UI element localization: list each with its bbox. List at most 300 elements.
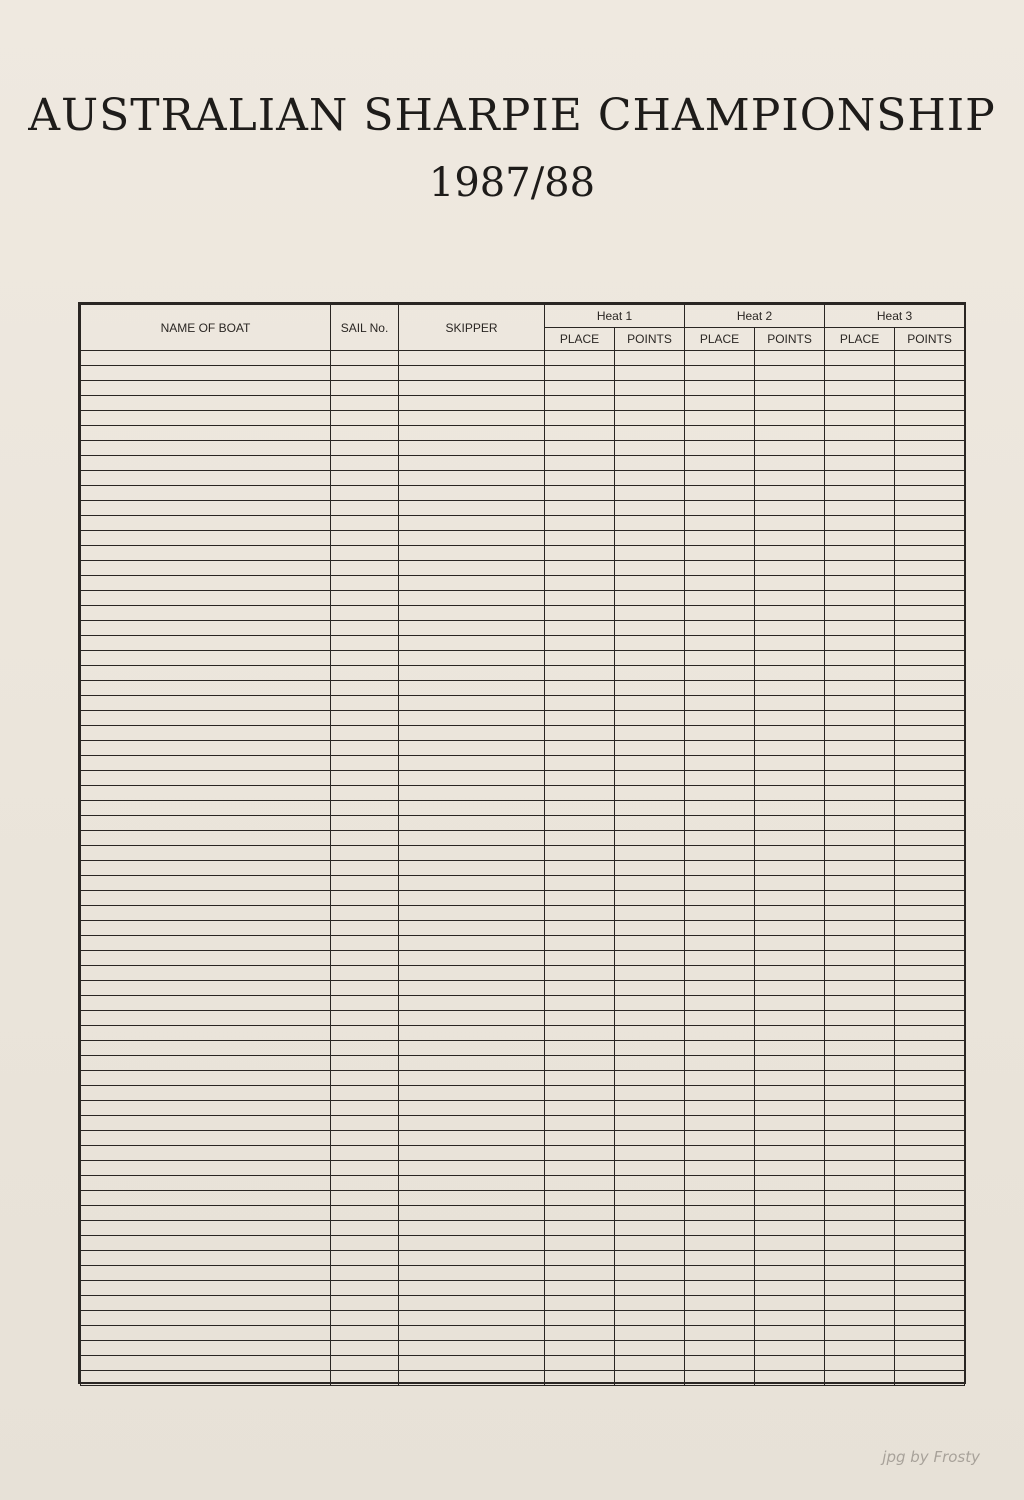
heat-3-points-cell: [895, 411, 965, 426]
skipper-cell: [399, 981, 545, 996]
heat-1-place-cell: [545, 381, 615, 396]
heat-3-place-cell: [825, 1056, 895, 1071]
heat-3-points-cell: [895, 801, 965, 816]
heat-2-place-cell: [685, 366, 755, 381]
heat-3-points-cell: [895, 1101, 965, 1116]
heat-3-place-cell: [825, 1176, 895, 1191]
heat-2-points-cell: [755, 381, 825, 396]
heat-2-place-cell: [685, 906, 755, 921]
heat-1-place-cell: [545, 1086, 615, 1101]
heat-1-points-cell: [615, 1131, 685, 1146]
skipper-cell: [399, 561, 545, 576]
heat-3-points-cell: [895, 861, 965, 876]
skipper-cell: [399, 1251, 545, 1266]
skipper-cell: [399, 1326, 545, 1341]
heat-1-points-cell: [615, 801, 685, 816]
heat-2-points-cell: [755, 1191, 825, 1206]
heat-3-place-cell: [825, 501, 895, 516]
heat-2-points-cell: [755, 681, 825, 696]
heat-3-place-cell: [825, 486, 895, 501]
heat-3-place-cell: [825, 741, 895, 756]
sail-no-cell: [331, 951, 399, 966]
heat-3-place-cell: [825, 1071, 895, 1086]
sail-no-cell: [331, 906, 399, 921]
heat-1-points-cell: [615, 561, 685, 576]
heat-2-place-cell: [685, 1011, 755, 1026]
boat-name-cell: [81, 1086, 331, 1101]
heat-3-place-cell: [825, 606, 895, 621]
column-header-heat-1: Heat 1: [545, 305, 685, 328]
heat-2-points-cell: [755, 981, 825, 996]
skipper-cell: [399, 1281, 545, 1296]
heat-1-place-cell: [545, 1221, 615, 1236]
sail-no-cell: [331, 1071, 399, 1086]
table-row: [81, 1146, 965, 1161]
heat-2-points-cell: [755, 831, 825, 846]
table-row: [81, 1251, 965, 1266]
heat-1-place-cell: [545, 816, 615, 831]
heat-1-place-cell: [545, 876, 615, 891]
heat-1-place-cell: [545, 966, 615, 981]
skipper-cell: [399, 1056, 545, 1071]
column-header-heat-2: Heat 2: [685, 305, 825, 328]
sail-no-cell: [331, 861, 399, 876]
heat-2-points-cell: [755, 591, 825, 606]
heat-1-place-cell: [545, 1266, 615, 1281]
heat-2-place-cell: [685, 771, 755, 786]
heat-3-points-cell: [895, 1146, 965, 1161]
heat-3-place-cell: [825, 921, 895, 936]
heat-3-place-cell: [825, 936, 895, 951]
heat-1-place-cell: [545, 1356, 615, 1371]
heat-3-points-cell: [895, 1371, 965, 1386]
heat-2-place-header: PLACE: [685, 328, 755, 351]
heat-2-points-cell: [755, 1326, 825, 1341]
heat-1-points-cell: [615, 981, 685, 996]
heat-3-points-cell: [895, 681, 965, 696]
sail-no-cell: [331, 771, 399, 786]
heat-2-place-cell: [685, 1191, 755, 1206]
heat-2-points-cell: [755, 471, 825, 486]
heat-3-place-cell: [825, 1086, 895, 1101]
heat-1-place-cell: [545, 366, 615, 381]
sail-no-cell: [331, 936, 399, 951]
heat-2-place-cell: [685, 936, 755, 951]
boat-name-cell: [81, 876, 331, 891]
skipper-cell: [399, 426, 545, 441]
heat-3-points-cell: [895, 576, 965, 591]
sail-no-cell: [331, 831, 399, 846]
heat-3-points-cell: [895, 486, 965, 501]
heat-2-points-header: POINTS: [755, 328, 825, 351]
column-header-heat-3: Heat 3: [825, 305, 965, 328]
heat-3-points-cell: [895, 1326, 965, 1341]
heat-2-place-cell: [685, 576, 755, 591]
boat-name-cell: [81, 786, 331, 801]
heat-2-points-cell: [755, 1161, 825, 1176]
heat-1-points-cell: [615, 426, 685, 441]
heat-1-place-cell: [545, 486, 615, 501]
heat-1-place-cell: [545, 561, 615, 576]
heat-1-place-cell: [545, 591, 615, 606]
heat-3-points-cell: [895, 396, 965, 411]
heat-1-points-cell: [615, 786, 685, 801]
boat-name-cell: [81, 501, 331, 516]
heat-1-place-cell: [545, 1341, 615, 1356]
heat-3-place-cell: [825, 381, 895, 396]
heat-2-points-cell: [755, 1176, 825, 1191]
heat-2-points-cell: [755, 1356, 825, 1371]
boat-name-cell: [81, 906, 331, 921]
skipper-cell: [399, 501, 545, 516]
heat-3-place-cell: [825, 1191, 895, 1206]
boat-name-cell: [81, 366, 331, 381]
heat-3-place-cell: [825, 636, 895, 651]
heat-2-points-cell: [755, 666, 825, 681]
heat-3-place-cell: [825, 666, 895, 681]
heat-1-points-cell: [615, 1341, 685, 1356]
boat-name-cell: [81, 606, 331, 621]
heat-1-points-cell: [615, 921, 685, 936]
heat-1-points-cell: [615, 861, 685, 876]
heat-3-place-cell: [825, 831, 895, 846]
boat-name-cell: [81, 1026, 331, 1041]
heat-1-place-cell: [545, 621, 615, 636]
skipper-cell: [399, 966, 545, 981]
heat-1-place-cell: [545, 1026, 615, 1041]
heat-3-place-cell: [825, 651, 895, 666]
heat-1-points-header: POINTS: [615, 328, 685, 351]
heat-3-place-cell: [825, 1236, 895, 1251]
table-row: [81, 726, 965, 741]
boat-name-cell: [81, 936, 331, 951]
heat-3-place-cell: [825, 966, 895, 981]
heat-2-place-cell: [685, 996, 755, 1011]
heat-3-place-cell: [825, 1221, 895, 1236]
skipper-cell: [399, 726, 545, 741]
heat-1-points-cell: [615, 1251, 685, 1266]
boat-name-cell: [81, 921, 331, 936]
table-row: [81, 426, 965, 441]
heat-1-place-cell: [545, 636, 615, 651]
heat-3-place-cell: [825, 1161, 895, 1176]
sail-no-cell: [331, 891, 399, 906]
skipper-cell: [399, 936, 545, 951]
boat-name-cell: [81, 591, 331, 606]
table-row: [81, 876, 965, 891]
heat-2-points-cell: [755, 606, 825, 621]
sail-no-cell: [331, 696, 399, 711]
boat-name-cell: [81, 486, 331, 501]
table-row: [81, 1041, 965, 1056]
heat-3-place-cell: [825, 1311, 895, 1326]
boat-name-cell: [81, 846, 331, 861]
boat-name-cell: [81, 1161, 331, 1176]
heat-1-points-cell: [615, 621, 685, 636]
heat-3-points-cell: [895, 531, 965, 546]
table-row: [81, 906, 965, 921]
heat-2-points-cell: [755, 906, 825, 921]
table-row: [81, 711, 965, 726]
heat-1-place-cell: [545, 501, 615, 516]
heat-1-place-cell: [545, 741, 615, 756]
sail-no-cell: [331, 546, 399, 561]
skipper-cell: [399, 411, 545, 426]
heat-3-points-cell: [895, 471, 965, 486]
sail-no-cell: [331, 636, 399, 651]
boat-name-cell: [81, 471, 331, 486]
heat-2-points-cell: [755, 366, 825, 381]
table-row: [81, 891, 965, 906]
sail-no-cell: [331, 876, 399, 891]
table-row: [81, 1341, 965, 1356]
sail-no-cell: [331, 1356, 399, 1371]
table-row: [81, 666, 965, 681]
sail-no-cell: [331, 501, 399, 516]
heat-3-points-cell: [895, 1191, 965, 1206]
heat-1-place-cell: [545, 1101, 615, 1116]
skipper-cell: [399, 1206, 545, 1221]
boat-name-cell: [81, 996, 331, 1011]
heat-2-place-cell: [685, 411, 755, 426]
heat-2-place-cell: [685, 501, 755, 516]
table-row: [81, 366, 965, 381]
table-row: [81, 546, 965, 561]
table-row: [81, 1176, 965, 1191]
heat-3-place-cell: [825, 1326, 895, 1341]
table-row: [81, 966, 965, 981]
heat-1-points-cell: [615, 1296, 685, 1311]
table-row: [81, 921, 965, 936]
skipper-cell: [399, 456, 545, 471]
heat-1-points-cell: [615, 696, 685, 711]
heat-1-place-cell: [545, 1161, 615, 1176]
heat-3-place-cell: [825, 1266, 895, 1281]
heat-3-place-cell: [825, 996, 895, 1011]
heat-2-points-cell: [755, 396, 825, 411]
table-row: [81, 591, 965, 606]
heat-2-points-cell: [755, 636, 825, 651]
boat-name-cell: [81, 981, 331, 996]
boat-name-cell: [81, 411, 331, 426]
boat-name-cell: [81, 1266, 331, 1281]
heat-2-place-cell: [685, 1086, 755, 1101]
heat-3-place-cell: [825, 561, 895, 576]
sail-no-cell: [331, 1056, 399, 1071]
skipper-cell: [399, 1356, 545, 1371]
boat-name-cell: [81, 681, 331, 696]
heat-2-points-cell: [755, 1131, 825, 1146]
sail-no-cell: [331, 441, 399, 456]
heat-3-place-cell: [825, 426, 895, 441]
heat-2-place-cell: [685, 396, 755, 411]
heat-2-points-cell: [755, 1371, 825, 1386]
table-row: [81, 861, 965, 876]
heat-2-points-cell: [755, 486, 825, 501]
table-row: [81, 651, 965, 666]
heat-2-points-cell: [755, 1341, 825, 1356]
heat-1-place-cell: [545, 471, 615, 486]
sail-no-cell: [331, 606, 399, 621]
skipper-cell: [399, 861, 545, 876]
heat-3-place-cell: [825, 1026, 895, 1041]
heat-3-points-cell: [895, 426, 965, 441]
sail-no-cell: [331, 981, 399, 996]
heat-1-points-cell: [615, 1101, 685, 1116]
sail-no-cell: [331, 591, 399, 606]
heat-1-points-cell: [615, 576, 685, 591]
heat-3-place-cell: [825, 1131, 895, 1146]
table-row: [81, 1131, 965, 1146]
heat-2-points-cell: [755, 756, 825, 771]
heat-2-place-cell: [685, 621, 755, 636]
heat-3-points-cell: [895, 1236, 965, 1251]
table-row: [81, 456, 965, 471]
heat-3-place-cell: [825, 681, 895, 696]
heat-1-points-cell: [615, 591, 685, 606]
heat-1-points-cell: [615, 1161, 685, 1176]
heat-1-points-cell: [615, 756, 685, 771]
heat-2-points-cell: [755, 741, 825, 756]
heat-2-place-cell: [685, 1311, 755, 1326]
heat-2-points-cell: [755, 1041, 825, 1056]
results-table: [80, 304, 965, 1386]
heat-3-points-cell: [895, 951, 965, 966]
heat-3-points-cell: [895, 1266, 965, 1281]
heat-1-points-cell: [615, 1056, 685, 1071]
heat-2-points-cell: [755, 621, 825, 636]
heat-1-place-cell: [545, 951, 615, 966]
sail-no-cell: [331, 381, 399, 396]
heat-2-place-cell: [685, 921, 755, 936]
boat-name-cell: [81, 1251, 331, 1266]
heat-2-points-cell: [755, 501, 825, 516]
heat-3-place-cell: [825, 1041, 895, 1056]
boat-name-cell: [81, 1191, 331, 1206]
table-row: [81, 816, 965, 831]
heat-1-points-cell: [615, 831, 685, 846]
heat-2-points-cell: [755, 456, 825, 471]
boat-name-cell: [81, 1206, 331, 1221]
skipper-cell: [399, 636, 545, 651]
heat-3-points-cell: [895, 651, 965, 666]
heat-2-place-cell: [685, 1221, 755, 1236]
heat-1-points-cell: [615, 966, 685, 981]
skipper-cell: [399, 786, 545, 801]
boat-name-cell: [81, 1041, 331, 1056]
heat-3-place-cell: [825, 756, 895, 771]
boat-name-cell: [81, 351, 331, 366]
heat-2-points-cell: [755, 1101, 825, 1116]
heat-1-place-cell: [545, 546, 615, 561]
boat-name-cell: [81, 576, 331, 591]
boat-name-cell: [81, 711, 331, 726]
sail-no-cell: [331, 516, 399, 531]
heat-2-points-cell: [755, 876, 825, 891]
boat-name-cell: [81, 516, 331, 531]
heat-1-place-cell: [545, 1191, 615, 1206]
heat-2-place-cell: [685, 381, 755, 396]
heat-2-points-cell: [755, 1281, 825, 1296]
heat-3-points-cell: [895, 1131, 965, 1146]
heat-2-place-cell: [685, 486, 755, 501]
heat-3-points-cell: [895, 501, 965, 516]
heat-3-place-cell: [825, 456, 895, 471]
heat-1-place-cell: [545, 801, 615, 816]
column-header-skipper: SKIPPER: [399, 305, 545, 351]
heat-3-points-cell: [895, 1011, 965, 1026]
heat-3-place-cell: [825, 1011, 895, 1026]
heat-3-points-cell: [895, 441, 965, 456]
boat-name-cell: [81, 966, 331, 981]
boat-name-cell: [81, 396, 331, 411]
skipper-cell: [399, 711, 545, 726]
boat-name-cell: [81, 1221, 331, 1236]
heat-2-points-cell: [755, 1296, 825, 1311]
heat-2-points-cell: [755, 561, 825, 576]
heat-2-place-cell: [685, 801, 755, 816]
heat-1-points-cell: [615, 441, 685, 456]
heat-1-points-cell: [615, 606, 685, 621]
skipper-cell: [399, 576, 545, 591]
heat-2-place-cell: [685, 741, 755, 756]
heat-3-points-cell: [895, 546, 965, 561]
heat-1-place-cell: [545, 981, 615, 996]
sail-no-cell: [331, 1086, 399, 1101]
heat-1-points-cell: [615, 1116, 685, 1131]
heat-3-points-cell: [895, 1221, 965, 1236]
heat-3-points-cell: [895, 726, 965, 741]
sail-no-cell: [331, 1266, 399, 1281]
document-season: 1987/88: [428, 160, 596, 206]
heat-1-points-cell: [615, 1221, 685, 1236]
boat-name-cell: [81, 1236, 331, 1251]
boat-name-cell: [81, 1176, 331, 1191]
table-row: [81, 441, 965, 456]
heat-2-place-cell: [685, 891, 755, 906]
heat-3-points-cell: [895, 1356, 965, 1371]
heat-2-points-cell: [755, 1236, 825, 1251]
heat-3-points-cell: [895, 1041, 965, 1056]
heat-2-place-cell: [685, 1251, 755, 1266]
boat-name-cell: [81, 666, 331, 681]
sail-no-cell: [331, 1146, 399, 1161]
table-row: [81, 936, 965, 951]
heat-2-points-cell: [755, 711, 825, 726]
skipper-cell: [399, 681, 545, 696]
heat-2-place-cell: [685, 516, 755, 531]
skipper-cell: [399, 381, 545, 396]
heat-3-points-cell: [895, 966, 965, 981]
sail-no-cell: [331, 726, 399, 741]
heat-2-points-cell: [755, 921, 825, 936]
heat-3-place-cell: [825, 786, 895, 801]
table-row: [81, 786, 965, 801]
heat-1-place-cell: [545, 1071, 615, 1086]
heat-1-points-cell: [615, 1071, 685, 1086]
sail-no-cell: [331, 756, 399, 771]
table-row: [81, 1056, 965, 1071]
heat-2-points-cell: [755, 801, 825, 816]
heat-1-place-cell: [545, 891, 615, 906]
heat-3-place-cell: [825, 1371, 895, 1386]
skipper-cell: [399, 471, 545, 486]
heat-1-place-cell: [545, 1206, 615, 1221]
heat-2-points-cell: [755, 996, 825, 1011]
table-row: [81, 1296, 965, 1311]
skipper-cell: [399, 921, 545, 936]
skipper-cell: [399, 1086, 545, 1101]
